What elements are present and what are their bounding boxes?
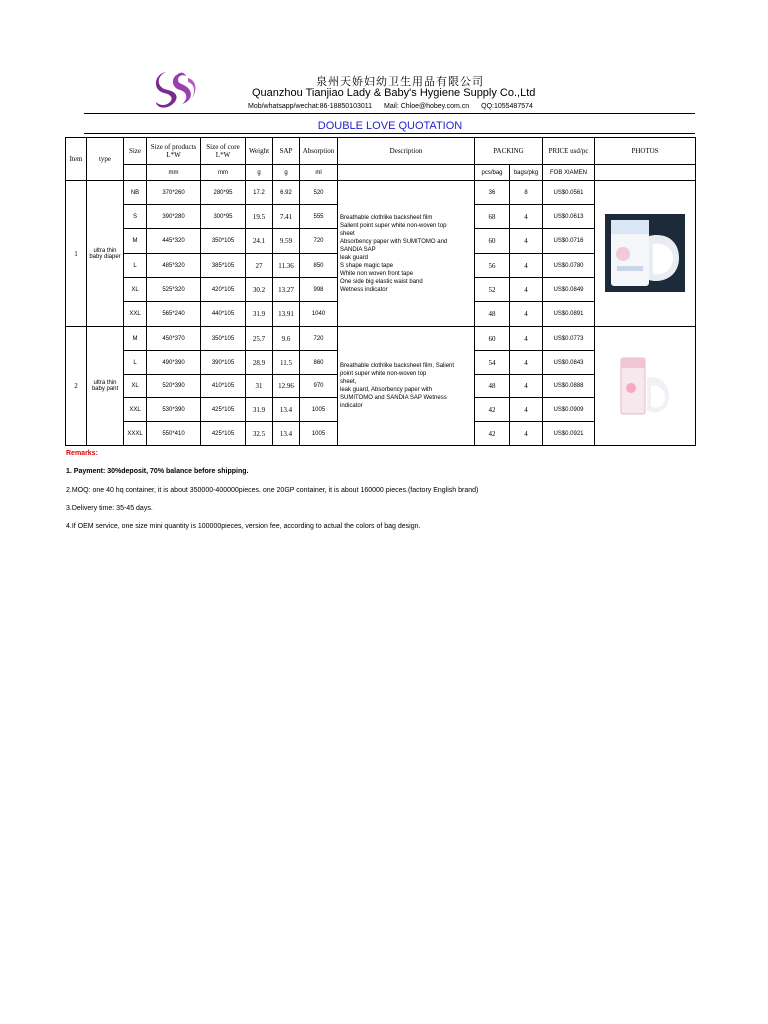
cell-pcs-bag: 48 <box>475 375 510 398</box>
cell-absorption: 998 <box>300 278 338 302</box>
unit-pcs-bag: pcs/bag <box>475 165 510 181</box>
header-divider-bottom <box>84 133 695 134</box>
header-photos: PHOTOS <box>595 138 696 165</box>
description-line: S shape magic tape <box>340 262 394 269</box>
description-line: point super white non-woven top <box>340 371 427 377</box>
group-item-number: 2 <box>66 327 87 446</box>
header-item: Item <box>66 138 87 181</box>
cell-products: 525*320 <box>147 278 201 302</box>
company-contact <box>248 103 543 110</box>
header-sap: SAP <box>273 138 300 165</box>
cell-core: 350*105 <box>201 327 246 351</box>
cell-sap: 13.4 <box>273 398 300 422</box>
cell-core: 300*95 <box>201 205 246 229</box>
description-line: Absorbency paper with SUMITOMO and <box>340 238 448 245</box>
header-divider-top <box>84 113 695 114</box>
units-size-blank <box>124 165 147 181</box>
cell-bags-pkg: 4 <box>510 229 543 254</box>
cell-products: 550*410 <box>147 422 201 446</box>
unit-description-blank <box>338 165 475 181</box>
cell-absorption: 1005 <box>300 422 338 446</box>
cell-sap: 11.5 <box>273 351 300 375</box>
cell-bags-pkg: 8 <box>510 181 543 205</box>
remark-delivery: 3.Delivery time: 35-45 days. <box>66 505 153 512</box>
cell-weight: 19.5 <box>246 205 273 229</box>
cell-price: US$0.0909 <box>543 398 595 422</box>
cell-products: 520*390 <box>147 375 201 398</box>
cell-core: 410*105 <box>201 375 246 398</box>
cell-products: 485*320 <box>147 254 201 278</box>
cell-core: 385*105 <box>201 254 246 278</box>
pant-photo-cell <box>595 327 696 446</box>
cell-price: US$0.0921 <box>543 422 595 446</box>
cell-size: NB <box>124 181 147 205</box>
description-line: One side big elastic waist band <box>340 278 423 285</box>
description-line: SANDIA SAP <box>340 246 376 253</box>
cell-products: 565*240 <box>147 302 201 327</box>
cell-bags-pkg: 4 <box>510 375 543 398</box>
cell-core: 350*105 <box>201 229 246 254</box>
unit-weight: g <box>246 165 273 181</box>
cell-products: 390*280 <box>147 205 201 229</box>
cell-core: 440*105 <box>201 302 246 327</box>
cell-bags-pkg: 4 <box>510 278 543 302</box>
cell-core: 425*105 <box>201 422 246 446</box>
table-row <box>66 327 696 351</box>
group-description <box>338 327 475 446</box>
unit-products: mm <box>147 165 201 181</box>
cell-products: 445*320 <box>147 229 201 254</box>
description-line: leak guard <box>340 254 369 261</box>
description-line: indicator <box>340 403 363 409</box>
unit-fob: FOB XIAMEN <box>543 165 595 181</box>
table-header-row <box>66 138 696 165</box>
header-price: PRICE usd/pc <box>543 138 595 165</box>
group-item-number: 1 <box>66 181 87 327</box>
cell-size: L <box>124 254 147 278</box>
cell-price: US$0.0891 <box>543 302 595 327</box>
cell-pcs-bag: 48 <box>475 302 510 327</box>
pant-product-photo <box>617 348 673 422</box>
description-line: SUMITOMO and SANDIA SAP Wetness <box>340 395 447 401</box>
description-line: leak guard, Absorbency paper with <box>340 387 433 393</box>
company-header <box>0 60 768 120</box>
cell-absorption: 720 <box>300 229 338 254</box>
cell-pcs-bag: 60 <box>475 327 510 351</box>
cell-bags-pkg: 4 <box>510 254 543 278</box>
header-size: Size <box>124 138 147 165</box>
company-name-en: Quanzhou Tianjiao Lady & Baby's Hygiene Supply Co.,Ltd <box>252 87 536 99</box>
cell-sap: 6.92 <box>273 181 300 205</box>
group-description <box>338 181 475 327</box>
quotation-title: DOUBLE LOVE QUOTATION <box>317 120 463 132</box>
cell-bags-pkg: 4 <box>510 422 543 446</box>
cell-size: XL <box>124 278 147 302</box>
table-units-row <box>66 165 696 181</box>
company-logo-icon <box>152 68 200 112</box>
cell-price: US$0.0613 <box>543 205 595 229</box>
cell-absorption: 555 <box>300 205 338 229</box>
description-line: Breathable clothlike backsheet film <box>340 214 433 221</box>
cell-absorption: 1040 <box>300 302 338 327</box>
cell-pcs-bag: 42 <box>475 398 510 422</box>
cell-price: US$0.0773 <box>543 327 595 351</box>
cell-absorption: 850 <box>300 254 338 278</box>
header-type: type <box>87 138 124 181</box>
cell-core: 390*105 <box>201 351 246 375</box>
cell-absorption: 860 <box>300 351 338 375</box>
unit-photos-blank <box>595 165 696 181</box>
unit-sap: g <box>273 165 300 181</box>
cell-price: US$0.0888 <box>543 375 595 398</box>
cell-sap: 11.36 <box>273 254 300 278</box>
cell-weight: 27 <box>246 254 273 278</box>
cell-sap: 7.41 <box>273 205 300 229</box>
header-size-products: Size of products L*W <box>147 138 201 165</box>
cell-price: US$0.0716 <box>543 229 595 254</box>
cell-weight: 32.5 <box>246 422 273 446</box>
cell-price: US$0.0780 <box>543 254 595 278</box>
contact-mobile: Mob/whatsapp/wechat:86-18850103011 <box>248 103 373 110</box>
cell-sap: 13.4 <box>273 422 300 446</box>
cell-pcs-bag: 56 <box>475 254 510 278</box>
cell-pcs-bag: 68 <box>475 205 510 229</box>
header-size-core: Size of core L*W <box>201 138 246 165</box>
cell-size: M <box>124 229 147 254</box>
cell-absorption: 520 <box>300 181 338 205</box>
diaper-product-photo <box>605 214 685 292</box>
cell-weight: 31.9 <box>246 302 273 327</box>
cell-pcs-bag: 42 <box>475 422 510 446</box>
cell-products: 490*390 <box>147 351 201 375</box>
group-type: ultra thin baby diaper <box>87 181 124 327</box>
cell-size: L <box>124 351 147 375</box>
cell-core: 425*105 <box>201 398 246 422</box>
description-line: Salient point super white non-woven top <box>340 222 447 229</box>
description-line: White non woven front tape <box>340 270 414 277</box>
cell-absorption: 1005 <box>300 398 338 422</box>
cell-products: 450*370 <box>147 327 201 351</box>
cell-bags-pkg: 4 <box>510 302 543 327</box>
cell-price: US$0.0561 <box>543 181 595 205</box>
cell-price: US$0.0843 <box>543 351 595 375</box>
cell-sap: 13.91 <box>273 302 300 327</box>
remark-moq: 2.MOQ: one 40 hq container, it is about 350000-400000pieces. one 20GP container, it is about 160000 pieces.(factory English brand) <box>66 487 479 494</box>
cell-core: 420*105 <box>201 278 246 302</box>
cell-weight: 30.2 <box>246 278 273 302</box>
diaper-photo-cell <box>595 181 696 327</box>
contact-qq: QQ:1055487574 <box>481 103 533 110</box>
header-packing: PACKING <box>475 138 543 165</box>
contact-mail: Mail: Chloe@hobey.com.cn <box>383 103 470 110</box>
remark-oem: 4.If OEM service, one size mini quantity is 100000pieces, version fee, according to actual the colors of bag design. <box>66 523 421 530</box>
cell-sap: 9.59 <box>273 229 300 254</box>
cell-weight: 17.2 <box>246 181 273 205</box>
table-row <box>66 181 696 205</box>
header-description: Description <box>338 138 475 165</box>
remark-payment: 1. Payment: 30%deposit, 70% balance before shipping. <box>66 468 249 475</box>
cell-size: XXL <box>124 302 147 327</box>
group-type: ultra thin baby pant <box>87 327 124 446</box>
cell-weight: 31.9 <box>246 398 273 422</box>
cell-size: XXL <box>124 398 147 422</box>
cell-pcs-bag: 60 <box>475 229 510 254</box>
unit-absorption: ml <box>300 165 338 181</box>
cell-products: 370*260 <box>147 181 201 205</box>
cell-pcs-bag: 54 <box>475 351 510 375</box>
cell-size: XXXL <box>124 422 147 446</box>
cell-bags-pkg: 4 <box>510 327 543 351</box>
cell-size: XL <box>124 375 147 398</box>
description-line: sheet <box>340 230 355 237</box>
cell-size: M <box>124 327 147 351</box>
cell-pcs-bag: 52 <box>475 278 510 302</box>
cell-weight: 25.7 <box>246 327 273 351</box>
cell-sap: 9.6 <box>273 327 300 351</box>
cell-absorption: 970 <box>300 375 338 398</box>
description-line: Breathable clothlike backsheet film, Salient <box>340 363 455 369</box>
cell-sap: 13.27 <box>273 278 300 302</box>
cell-sap: 12.96 <box>273 375 300 398</box>
cell-size: S <box>124 205 147 229</box>
quotation-table <box>65 137 696 446</box>
company-name-cn: 泉州天娇妇幼卫生用品有限公司 <box>316 75 484 88</box>
cell-bags-pkg: 4 <box>510 351 543 375</box>
cell-weight: 24.1 <box>246 229 273 254</box>
header-absorption: Absorption <box>300 138 338 165</box>
header-weight: Weight <box>246 138 273 165</box>
cell-weight: 31 <box>246 375 273 398</box>
cell-price: US$0.0849 <box>543 278 595 302</box>
cell-products: 530*390 <box>147 398 201 422</box>
remarks-title: Remarks: <box>66 450 98 457</box>
cell-core: 280*95 <box>201 181 246 205</box>
cell-absorption: 720 <box>300 327 338 351</box>
unit-core: mm <box>201 165 246 181</box>
cell-bags-pkg: 4 <box>510 398 543 422</box>
cell-bags-pkg: 4 <box>510 205 543 229</box>
description-line: Wetness indicator <box>340 286 388 293</box>
cell-pcs-bag: 36 <box>475 181 510 205</box>
description-line: sheet, <box>340 379 357 385</box>
cell-weight: 28.9 <box>246 351 273 375</box>
unit-bags-pkg: bags/pkg <box>510 165 543 181</box>
